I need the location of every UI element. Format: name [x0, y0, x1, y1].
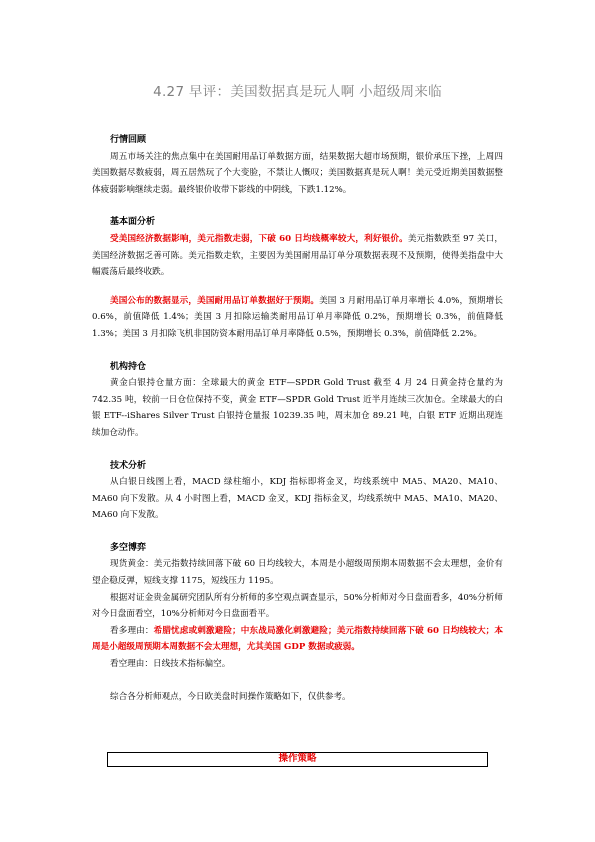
section-heading-game: 多空博弈: [110, 542, 147, 553]
game-paragraph-4: 看空理由：日线技术指标偏空。: [110, 659, 231, 670]
game-paragraph-1: 现货黄金：美元指数持续回落下破 60 日均线较大，本周是小超级周预期本周数据不会太理想，金价有望企稳反弹，短线支撑 1175，短线压力 1195。: [92, 559, 503, 587]
technical-paragraph: 从白银日线图上看，MACD 绿柱缩小，KDJ 指标即将金叉，均线系统中 MA5、MA20、MA10、MA60 向下发散。从 4 小时图上看，MACD 金叉，KDJ 指标金叉，均线系统中 MA5、MA10、MA20、MA60 向下发散。: [92, 477, 503, 521]
fundamental-paragraph-1: [92, 231, 503, 281]
section-heading-institution: 机构持仓: [110, 361, 147, 372]
institution-paragraph: 黄金白银持仓量方面：全球最大的黄金 ETF—SPDR Gold Trust 截至 4 月 24 日黄金持仓量约为 742.35 吨，较前一日仓位保持不变，黄金 ETF—SPDR Gold Trust 近半月连续三次加仓。全球最大的白银 ETF--iShares Silver Trust 白银持仓量报 10239.35 吨，周末加仓 89.21 吨，白银 ETF 近期出现连续加仓动作。: [92, 378, 503, 438]
page-title: 4.27 早评：美国数据真是玩人啊 小超级周来临: [153, 84, 442, 100]
strategy-header-box: 操作策略: [107, 752, 488, 767]
bull-reason-text: 希腊忧虑或刺激避险；中东战局激化刺激避险；美元指数持续回落下破 60 日均线较大；本周是小超级周预期本周数据不会太理想，尤其美国 GDP 数据或疲弱。: [92, 625, 503, 653]
fundamental-paragraph-2: [92, 293, 503, 343]
bull-reason-label: 看多理由：: [110, 625, 154, 636]
game-paragraph-3: [92, 623, 503, 656]
review-paragraph: 周五市场关注的焦点集中在美国耐用品订单数据方面，结果数据大超市场预期，银价承压下挫，上周四美国数据尽数疲弱，周五居然玩了个大变脸，不禁让人慨叹；美国数据真是玩人啊！美元受近期美国数据整体疲弱影响继续走弱。最终银价收带下影线的中阴线，下跌1.12%。: [92, 151, 503, 195]
game-paragraph-2: 根据对证金贵金属研究团队所有分析师的多空观点调查显示，50%分析师对今日盘面看多，40%分析师对今日盘面看空，10%分析师对今日盘面看平。: [92, 592, 503, 620]
article-body: [92, 132, 503, 705]
fundamental-text-2: 美国 3 月耐用品订单月率增长 4.0%，预期增长 0.6%，前值降低 1.4%；美国 3 月扣除运输类耐用品订单月率降低 0.2%，预期增长 0.3%，前值降低 1.3%；美国 3 月扣除飞机非国防资本耐用品订单月率降低 0.5%，预期增长 0.3%，前值降低 2.2%。: [92, 295, 503, 339]
section-heading-technical: 技术分析: [110, 460, 147, 471]
section-heading-review: 行情回顾: [110, 135, 147, 145]
fundamental-text-1: 美元指数跌至 97 关口，美国经济数据乏善可陈。美元指数走软，主要因为美国耐用品订单分项数据表现不及预期，使得美指盘中大幅震荡后最终收跌。: [92, 233, 503, 278]
fundamental-highlight-2: 美国公布的数据显示，美国耐用品订单数据好于预期。: [110, 295, 320, 306]
fundamental-highlight-1: 受美国经济数据影响，美元指数走弱，下破 60 日均线概率较大，利好银价。: [110, 233, 408, 244]
section-heading-fundamental: 基本面分析: [110, 217, 156, 228]
summary-paragraph: 综合各分析师观点，今日欧美盘时间操作策略如下，仅供参考。: [110, 691, 351, 702]
